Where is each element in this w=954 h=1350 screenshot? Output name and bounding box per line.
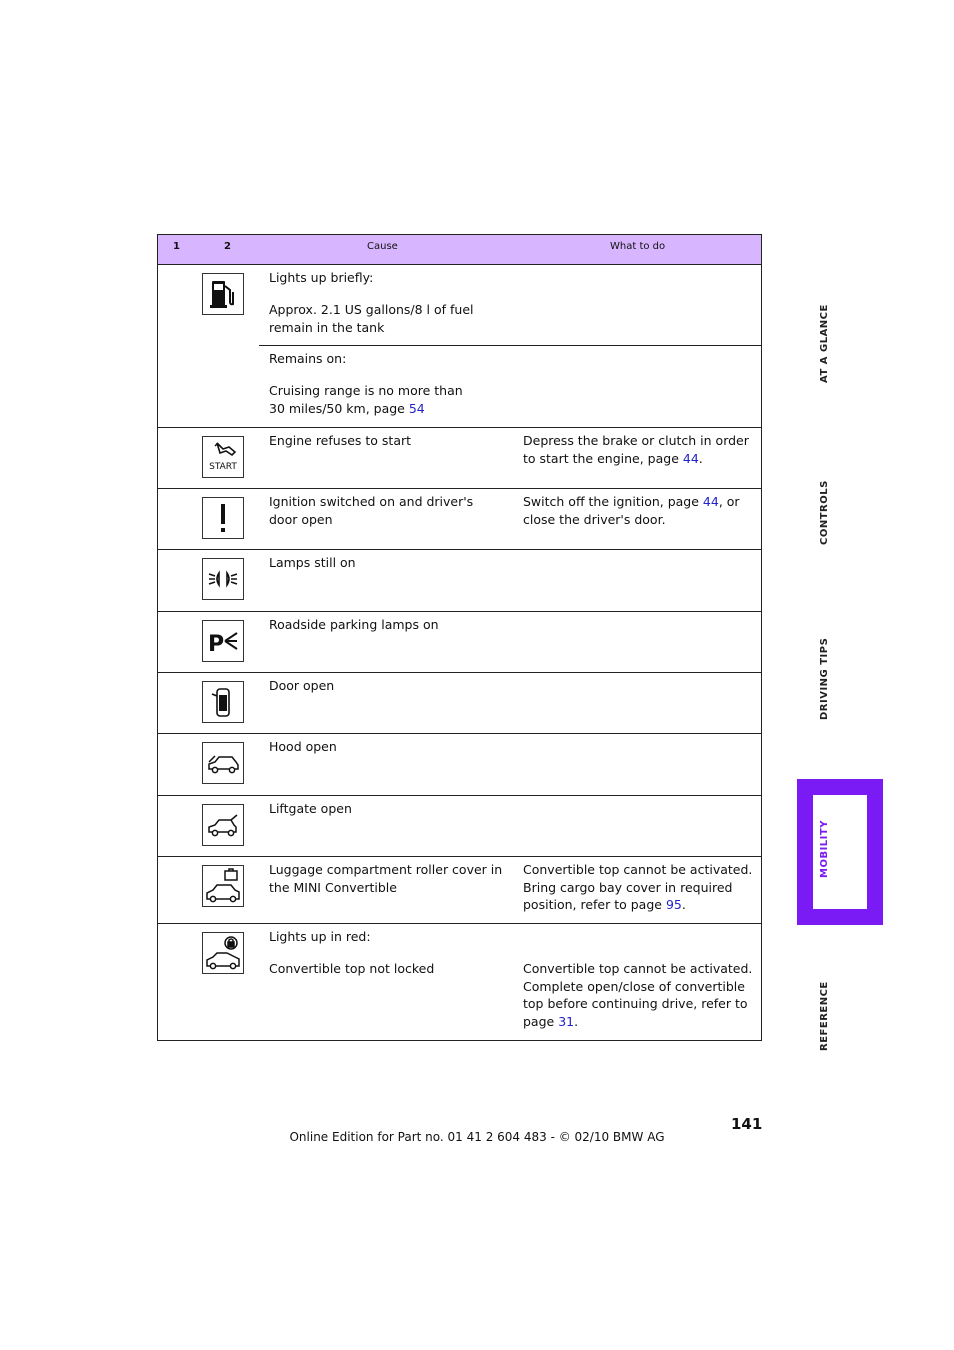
- exclamation-icon: [202, 497, 244, 539]
- side-tab-mobility[interactable]: MOBILITY: [819, 820, 830, 878]
- page-number: 141: [731, 1115, 763, 1133]
- warning-lamps-table: [157, 234, 762, 1041]
- row-divider: [259, 345, 761, 346]
- table-row: [158, 489, 761, 550]
- page-link[interactable]: 44: [702, 494, 719, 509]
- cause-text: Lights up briefly:: [269, 270, 374, 285]
- table-row: [158, 734, 761, 796]
- start-foot-brake-icon: [202, 436, 244, 478]
- cause-text: Remains on:: [269, 351, 347, 366]
- cause-text: Lamps still on: [269, 555, 356, 570]
- cause-text: Door open: [269, 678, 335, 693]
- table-row: [158, 550, 761, 612]
- todo-text: Convertible top cannot be activated. Bring cargo bay cover in required position, refer to page 95.: [523, 862, 753, 912]
- header-cause: Cause: [367, 241, 398, 252]
- table-row: [158, 612, 761, 673]
- convertible-lock-icon: [202, 932, 244, 974]
- hood-open-icon: [202, 742, 244, 784]
- todo-text: Switch off the ignition, page 44, or close the driver's door.: [523, 494, 740, 527]
- header-col2: 2: [224, 241, 231, 252]
- cause-text: Cruising range is no more than 30 miles/50 km, page 54: [269, 383, 463, 416]
- todo-text: Convertible top cannot be activated. Complete open/close of convertible top before continuing drive, refer to page 31.: [523, 961, 753, 1029]
- lamps-on-icon: [202, 558, 244, 600]
- table-header: [158, 235, 761, 265]
- cause-text: Lights up in red:: [269, 929, 371, 944]
- cause-text: Hood open: [269, 739, 337, 754]
- cause-text: Approx. 2.1 US gallons/8 l of fuel remain in the tank: [269, 302, 474, 335]
- cause-text: Liftgate open: [269, 801, 352, 816]
- cause-text: Roadside parking lamps on: [269, 617, 439, 632]
- page-link[interactable]: 31: [558, 1013, 575, 1029]
- fuel-pump-icon: [202, 273, 244, 315]
- table-row: [158, 673, 761, 734]
- cause-text: Engine refuses to start: [269, 433, 412, 448]
- todo-text: Depress the brake or clutch in order to start the engine, page 44.: [523, 433, 749, 466]
- active-tab-marker: [797, 779, 883, 925]
- header-what-to-do: What to do: [610, 241, 666, 252]
- svg-text:START: START: [209, 462, 237, 472]
- footer-edition: Online Edition for Part no. 01 41 2 604 483 - © 02/10 BMW AG: [289, 1130, 665, 1144]
- side-tab-at-a-glance[interactable]: AT A GLANCE: [819, 304, 830, 383]
- side-tab-controls[interactable]: CONTROLS: [819, 480, 830, 545]
- table-row: [158, 924, 761, 1040]
- page-link[interactable]: 44: [682, 450, 699, 466]
- svg-text:P: P: [208, 632, 225, 657]
- cause-text: Luggage compartment roller cover in the MINI Convertible: [269, 862, 503, 895]
- cause-text: Convertible top not locked: [269, 961, 435, 976]
- cause-text: Ignition switched on and driver's door open: [269, 494, 474, 527]
- luggage-cover-icon: [202, 865, 244, 907]
- table-row: [158, 428, 761, 489]
- door-open-icon: [202, 681, 244, 723]
- table-row: [158, 796, 761, 857]
- side-tab-driving-tips[interactable]: DRIVING TIPS: [819, 637, 830, 720]
- table-row: [158, 857, 761, 924]
- parking-lamps-icon: [202, 620, 244, 662]
- page-link[interactable]: 54: [408, 400, 425, 416]
- liftgate-open-icon: [202, 804, 244, 846]
- page-link[interactable]: 95: [665, 897, 682, 912]
- table-row: [158, 265, 761, 428]
- header-col1: 1: [173, 241, 180, 252]
- side-tab-reference[interactable]: REFERENCE: [819, 981, 830, 1051]
